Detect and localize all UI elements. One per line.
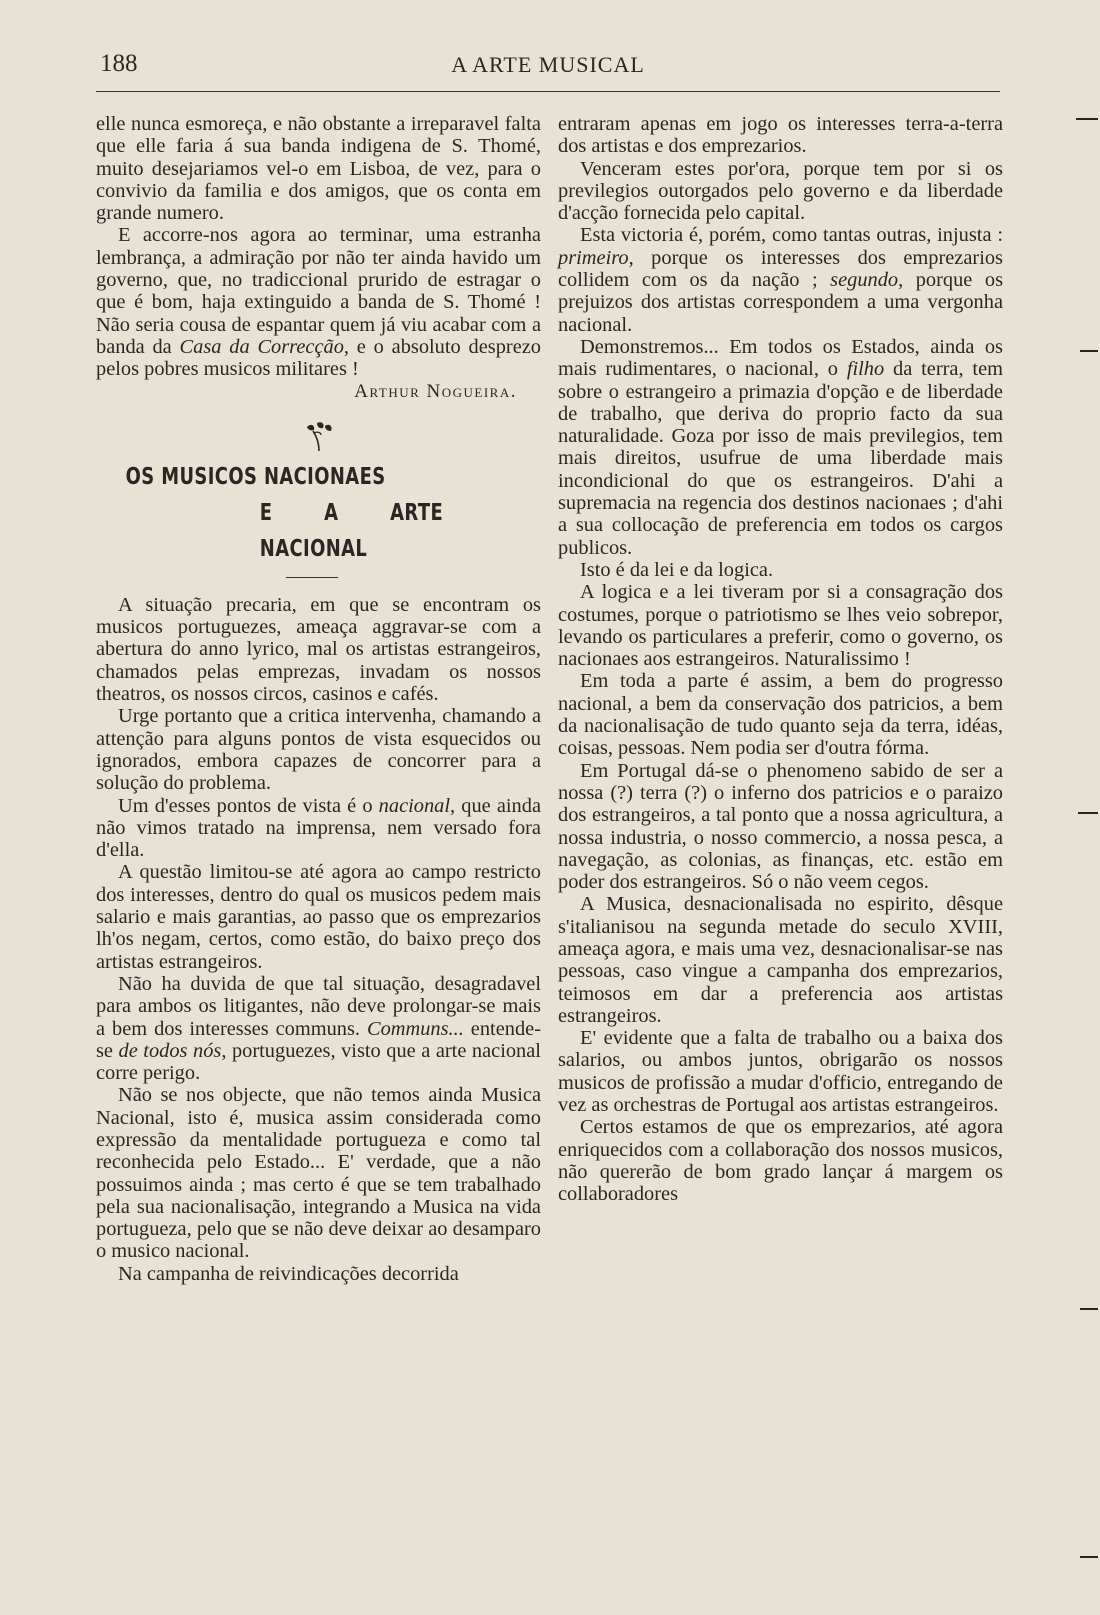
paragraph: Em Portugal dá-se o phenomeno sabido de ser a nossa (?) terra (?) o inferno dos patricios e o paraizo dos estrangeiros, a tal ponto que a nossa agricultura, a nossa industria, o nosso commercio, a nossa pesca, a navegação, as colonias, as finanças, etc. estão em poder dos estrangeiros. Só o não veem cegos. xyxy=(558,759,1003,894)
paragraph: Urge portanto que a critica intervenha, chamando a attenção para alguns pontos de vista esquecidos ou ignorados, embora capazes de concorrer para a solução do problema. xyxy=(96,705,541,795)
paragraph: A questão limitou-se até agora ao campo restricto dos interesses, dentro do qual os musicos pedem mais salario e mais garantias, ao passo que os emprezarios lh'os negam, certos, como estão, do baixo preço dos artistas estrangeiros. xyxy=(96,861,541,973)
paragraph: A logica e a lei tiveram por si a consagração dos costumes, porque o patriotismo se lhes veio sobrepor, levando os particulares a preferir, como o governo, os nacionaes aos estrangeiros. Naturalissimo ! xyxy=(558,581,1003,671)
fleuron-ornament-icon xyxy=(96,417,541,457)
header-rule xyxy=(96,91,1000,92)
author-signature: Arthur Nogueira. xyxy=(354,380,517,402)
article-title-line2: E A ARTE NACIONAL xyxy=(259,499,444,562)
left-column xyxy=(96,113,541,1285)
paragraph: Um d'esses pontos de vista é o nacional, que ainda não vimos tratado na imprensa, nem versado fora d'ella. xyxy=(96,794,541,862)
paragraph: Na campanha de reivindicações decorrida xyxy=(118,1262,459,1285)
paragraph: entraram apenas em jogo os interesses terra-a-terra dos artistas e dos emprezarios. xyxy=(558,113,1003,158)
running-title: A ARTE MUSICAL xyxy=(451,52,645,77)
page-header xyxy=(96,46,1000,82)
paragraph: Não se nos objecte, que não temos ainda Musica Nacional, isto é, musica assim considerada como expressão da mentalidade portugueza e como tal reconhecida pelo Estado... E' verdade, que a não possuimos ainda ; mas certo é que se tem trabalhado pela sua nacionalisação, integrando a Musica na vida portugueza, pelo que se não deve deixar ao desamparo o musico nacional. xyxy=(96,1084,541,1263)
paragraph: E' evidente que a falta de trabalho ou a baixa dos salarios, ou ambos juntos, obrigarão os nossos musicos de profissão a mudar d'officio, entregando de vez as orchestras de Portugal aos artistas estrangeiros. xyxy=(558,1027,1003,1117)
article-title-line1: OS MUSICOS NACIONAES xyxy=(125,463,386,490)
margin-tick xyxy=(1076,118,1098,120)
paragraph: Certos estamos de que os emprezarios, até agora enriquecidos com a collaboração dos nossos musicos, não quererão de bom grado lançar á margem os collaboradores xyxy=(558,1116,1003,1206)
paragraph: Isto é da lei e da logica. xyxy=(580,558,774,581)
page-number: 188 xyxy=(100,50,138,77)
paragraph: E accorre-nos agora ao terminar, uma estranha lembrança, a admiração por não ter ainda havido um governo, que, no tradiccional prurido de estragar o que é bom, haja extinguido a banda de S. Thomé ! Não seria cousa de espantar quem já viu acabar com a banda da Casa da Correcção, e o absoluto desprezo pelos pobres musicos militares ! xyxy=(96,224,541,381)
margin-tick xyxy=(1080,1556,1098,1558)
margin-tick xyxy=(1078,812,1098,814)
paragraph: Em toda a parte é assim, a bem do progresso nacional, a bem da conservação dos patricios, a bem da nacionalisação de tudo quanto seja da terra, idéas, coisas, pessoas. Nem podia ser d'outra fórma. xyxy=(558,670,1003,760)
paragraph: A Musica, desnacionalisada no espirito, dêsque s'italianisou na segunda metade do seculo XVIII, ameaça agora, e mais uma vez, desnacionalisar-se nas pessoas, caso vingue a campanha dos emprezarios, teimosos em dar a preferencia aos artistas estrangeiros. xyxy=(558,893,1003,1027)
margin-tick xyxy=(1080,350,1098,352)
title-rule xyxy=(286,577,338,578)
paragraph: A situação precaria, em que se encontram os musicos portuguezes, ameaça aggravar-se com a abertura do anno lyrico, mal os artistas estrangeiros, chamados pelas emprezas, invadam os nossos theatros, os nossos circos, casinos e cafés. xyxy=(96,593,541,706)
margin-tick xyxy=(1080,1308,1098,1310)
right-column xyxy=(558,113,1003,1206)
paragraph: Venceram estes por'ora, porque tem por si os previlegios outorgados pelo governo e da liberdade d'acção fornecida pelo capital. xyxy=(558,157,1003,225)
paragraph: elle nunca esmoreça, e não obstante a irreparavel falta que elle faria á sua banda indigena de S. Thomé, muito desejariamos vel-o em Lisboa, de vez, para o convivio da familia e dos amigos, que os conta em grande numero. xyxy=(96,113,541,225)
paragraph: Esta victoria é, porém, como tantas outras, injusta : primeiro, porque os interesses dos emprezarios collidem com os da nação ; segundo, porque os prejuizos dos artistas correspondem a uma vergonha nacional. xyxy=(558,224,1004,336)
paragraph: Não ha duvida de que tal situação, desagradavel para ambos os litigantes, não deve prolongar-se mais a bem dos interesses communs. Communs... entende-se de todos nós, portuguezes, visto que a arte nacional corre perigo. xyxy=(96,972,541,1085)
paragraph: Demonstremos... Em todos os Estados, ainda os mais rudimentares, o nacional, o filho da terra, tem sobre o estrangeiro a primazia d'opção e de liberdade de trabalho, que deriva do proprio facto da sua naturalidade. Goza por isso de mais previlegios, tem mais direitos, usufrue de uma liberdade mais incondicional do que os estrangeiros. D'ahi a supremacia na regencia dos destinos nacionaes ; d'ahi a sua collocação de preferencia em todos os cargos publicos. xyxy=(558,335,1003,559)
